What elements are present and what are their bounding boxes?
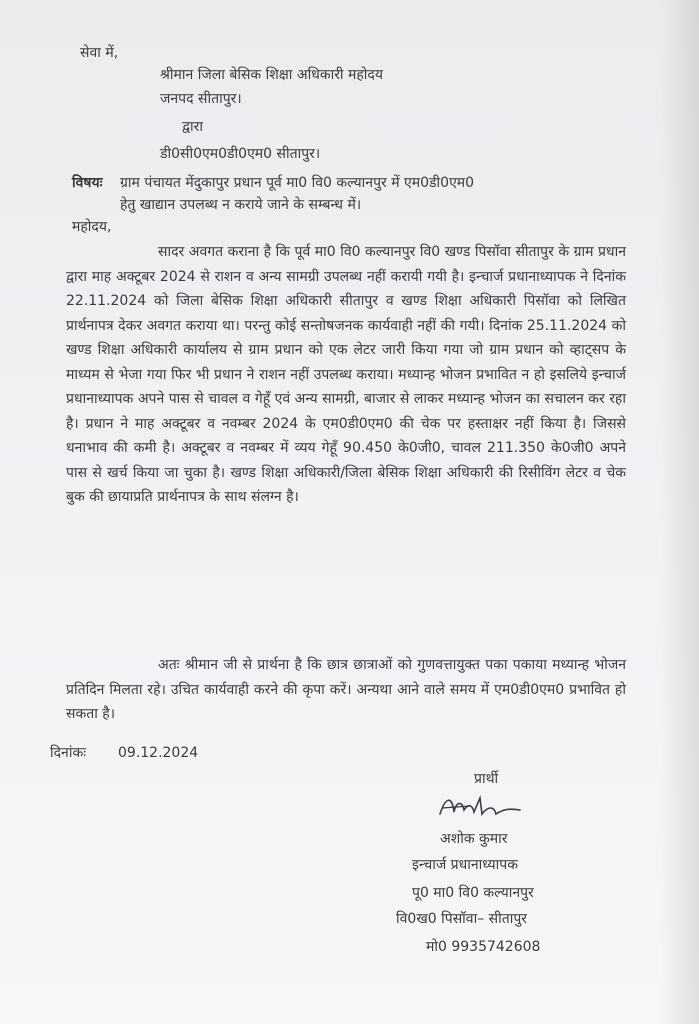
body-paragraph-1: सादर अवगत कराना है कि पूर्व मा0 वि0 कल्यानपुर वि0 खण्ड पिसॉवा सीतापुर के ग्राम प्रधान द्वारा माह अक्टूबर 2024 से राशन व अन्य सामग्री उपलब्ध नहीं करायी गयी है। इन्चार्ज प्रधानाध्यापक ने दिनांक 22.11.2024 को जिला बेसिक शिक्षा अधिकारी सीतापुर व खण्ड शिक्षा अधिकारी पिसॉवा को लिखित प्रार्थनापत्र देकर अवगत कराया था। परन्तु कोई सन्तोषजनक कार्यवाही नहीं की गयी। दिनांक 25.11.2024 को खण्ड शिक्षा अधिकारी कार्यालय से ग्राम प्रधान को एक लेटर जारी किया गया जो ग्राम प्रधान को व्हाट्सप के माध्यम से भेजा गया फिर भी प्रधान ने राशन नहीं उपलब्ध कराया। मध्यान्ह भोजन प्रभावित न हो इसलिये इन्चार्ज प्रधानाध्यापक अपने पास से चावल व गेहूँ एवं अन्य सामग्री, बाजार से लाकर मध्यान्ह भोजन का सचालन कर रहा है। प्रधान ने माह अक्टूबर व नवम्बर 2024 के एम0डी0एम0 की चेक पर हस्ताक्षर नहीं किया है। जिससे धनाभाव की कमी है। अक्टूबर व नवम्बर में व्यय गेहूँ 90.450 के0जी0, चावल 211.350 के0जी0 अपने पास से खर्च किया जा चुका है। खण्ड शिक्षा अधिकारी/जिला बेसिक शिक्षा अधिकारी की रिसीविंग लेटर व चेक बुक की छायाप्रति प्रार्थनापत्र के साथ संलग्न है। (66, 244, 626, 505)
via-line: डी0सी0एम0डी0एम0 सीतापुर। (160, 146, 321, 162)
greeting: महोदय, (72, 219, 112, 235)
subject-line-2: हेतु खाद्यान उपलब्ध न कराये जाने के सम्बन्ध में। (120, 197, 362, 213)
sender-block: वि0ख0 पिसॉवा– सीतापुर (396, 911, 528, 927)
date-value: 09.12.2024 (118, 745, 199, 761)
recipient-line-1: श्रीमान जिला बेसिक शिक्षा अधिकारी महोदय (160, 67, 383, 83)
date-label: दिनांकः (50, 745, 87, 761)
closing-prarthi: प्रार्थी (474, 771, 499, 787)
sender-school: पू0 मा0 वि0 कल्यानपुर (412, 885, 534, 901)
sender-title: इन्चार्ज प्रधानाध्यापक (412, 857, 518, 873)
salutation-to: सेवा में, (80, 45, 119, 61)
sender-name: अशोक कुमार (440, 831, 508, 847)
recipient-line-2: जनपद सीतापुर। (160, 91, 242, 107)
page-edge-shadow (659, 0, 699, 1024)
sender-phone: मो0 9935742608 (426, 939, 541, 955)
handwritten-signature (436, 790, 526, 824)
subject-line-1: ग्राम पंचायत मेंदुकापुर प्रधान पूर्व मा0 वि0 कल्यानपुर में एम0डी0एम0 (120, 175, 475, 191)
subject-label: विषयः (72, 175, 103, 191)
via-label: द्वारा (182, 119, 204, 135)
body-paragraph-2: अतः श्रीमान जी से प्रार्थना है कि छात्र छात्राओं को गुणवत्तायुक्त पका पकाया मध्यान्ह भोजन प्रतिदिन मिलता रहे। उचित कार्यवाही करने की कृपा करें। अन्यथा आने वाले समय में एम0डी0एम0 प्रभावित हो सकता है। (66, 657, 626, 722)
